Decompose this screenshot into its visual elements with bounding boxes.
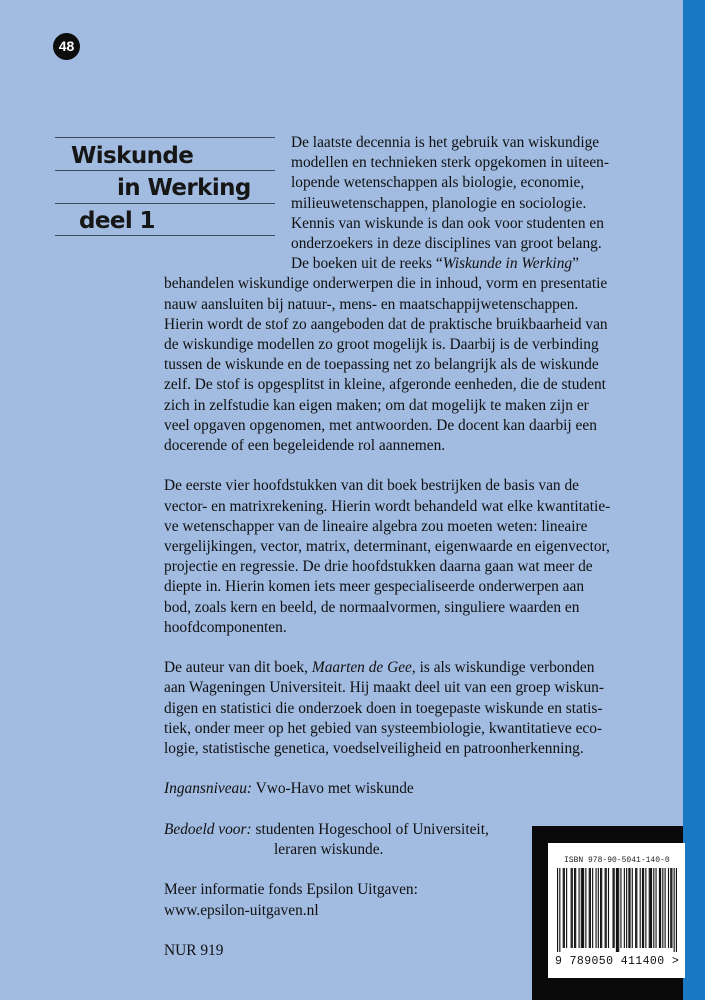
barcode-bar — [563, 868, 564, 948]
barcode-bar — [592, 868, 593, 948]
barcode-bar — [659, 868, 660, 948]
barcode-bar — [606, 868, 607, 948]
barcode-digits: 9 789050 411400 > — [555, 955, 680, 968]
entry-level: Ingansniveau: Vwo-Havo met wiskunde — [164, 780, 414, 798]
barcode-bar — [635, 868, 636, 948]
nur-code: NUR 919 — [164, 942, 224, 960]
contents-paragraph: De eerste vier hoofdstukken van dit boek bestrijken de basis van de vector- en matrixrekening. Hierin wordt behandeld wat elke kwantitatie- ve wetenschapper van de lineaire algebra zou moeten weten: lineaire vergelijkingen, vector, matrix, determinant, eigenwaarde en eigenvector, projectie en regressie. De drie hoofdstukken daarna gaan wat meer de diepte in. Hierin komen iets meer gespecialiseerde onderwerpen aan bod, zoals kern en beeld, de normaalvormen, singuliere waarden en hoofdcomponenten. — [164, 477, 611, 636]
publisher-url[interactable]: www.epsilon-uitgaven.nl — [164, 901, 319, 919]
barcode-bar — [616, 868, 617, 952]
barcode-bar — [612, 868, 613, 948]
barcode-bar — [590, 868, 591, 948]
barcode-bar — [674, 868, 675, 952]
barcode-bar — [600, 868, 601, 948]
barcode-bar — [579, 868, 580, 948]
barcode-bar — [668, 868, 669, 948]
barcode-bar — [566, 868, 567, 948]
author-name: Maarten de Gee — [311, 659, 412, 677]
barcode-bar — [614, 868, 615, 948]
barcode-bar — [626, 868, 627, 948]
barcode-bar — [595, 868, 596, 948]
barcode-bar — [670, 868, 671, 948]
barcode-bar — [608, 868, 609, 948]
barcode-bar — [653, 868, 654, 948]
barcode-bar — [660, 868, 661, 948]
barcode-bar — [628, 868, 629, 948]
more-info: Meer informatie fonds Epsilon Uitgaven: www.epsilon-uitgaven.nl — [164, 880, 672, 920]
barcode-bar — [571, 868, 572, 948]
title-line-1: Wiskunde — [71, 143, 194, 169]
barcode-bar — [676, 868, 677, 952]
barcode-bar — [575, 868, 576, 948]
barcode-bar — [583, 868, 584, 948]
barcode-bar — [582, 868, 583, 948]
barcode-bar — [642, 868, 643, 948]
barcode-bar — [557, 868, 558, 952]
barcode-bar — [589, 868, 590, 948]
barcode-bar — [655, 868, 656, 948]
barcode-bar — [651, 868, 652, 948]
barcode-bar — [624, 868, 625, 948]
title-line-3: deel 1 — [79, 208, 155, 234]
barcode-bar — [564, 868, 565, 948]
barcode-bar — [559, 868, 560, 952]
intro-paragraph: De laatste decennia is het gebruik van wiskundige modellen en technieken sterk opgekomen in uiteen- lopende wetenschappen als biologie, economie, milieuwetenschappen, planologie en sociologie. Kennis van wiskunde is dan ook voor studenten en onderzoekers in deze disciplines van groot belang. De boeken uit de reeks “Wiskunde in Werking” behandelen wiskundige onderwerpen die in inhoud, vorm en presentatie nauw aansluiten bij natuur-, mens- en maatschappijwetenschappen. Hierin wordt de stof zo aangeboden dat de praktische bruikbaarheid van de wiskundige modellen zo groot mogelijk is. Daarbij is de verbinding tussen de wiskunde en de toepassing net zo belangrijk als de wiskunde zelf. De stof is opgesplitst in kleine, afgeronde eenheden, die de student zich in zelfstudie kan eigen maken; om dat mogelijk te maken zijn er veel opgaven opgenomen, met antwoorden. De docent kan daarbij een docerende of een begeleidende rol aannemen. — [164, 134, 609, 455]
isbn-text: ISBN 978-90-5041-140-0 — [564, 856, 670, 865]
barcode-bar — [665, 868, 666, 948]
barcode-bar — [632, 868, 633, 948]
barcode-bar — [574, 868, 575, 948]
barcode-bar — [581, 868, 582, 948]
barcode-bar — [636, 868, 637, 948]
series-name: Wiskunde in Werking — [442, 255, 573, 273]
barcode-bar — [662, 868, 663, 948]
barcode-bar — [629, 868, 630, 948]
barcode-bar — [671, 868, 672, 948]
barcode-bar — [585, 868, 586, 948]
title-line-2: in Werking — [117, 175, 251, 201]
spine-stripe — [683, 0, 705, 1000]
barcode-bars — [557, 868, 677, 952]
barcode-bar — [601, 868, 602, 948]
audience: Bedoeld voor: studenten Hogeschool of Universiteit, leraren wiskunde. — [164, 820, 489, 859]
barcode-bar — [640, 868, 641, 948]
barcode-bar — [617, 868, 618, 952]
barcode-bar — [618, 868, 619, 952]
barcode-bar — [598, 868, 599, 948]
barcode-bar — [650, 868, 651, 948]
page-number-badge: 48 — [53, 33, 80, 60]
barcode-bar — [645, 868, 646, 948]
barcode-bar — [620, 868, 621, 948]
barcode-bar — [643, 868, 644, 948]
barcode-bar — [605, 868, 606, 948]
author-paragraph: De auteur van dit boek, Maarten de Gee, is als wiskundige verbonden aan Wageningen Universiteit. Hij maakt deel uit van een groep wiskun- digen en statistici die onderzoek doen in toegepaste wiskunde en statis- tiek, onder meer op het gebied van systeembiologie, kwantitatieve eco- logie, statistische genetica, voedselveiligheid en patroonherkenning. — [164, 659, 604, 758]
barcode-bar — [649, 868, 650, 948]
barcode-bar — [572, 868, 573, 948]
